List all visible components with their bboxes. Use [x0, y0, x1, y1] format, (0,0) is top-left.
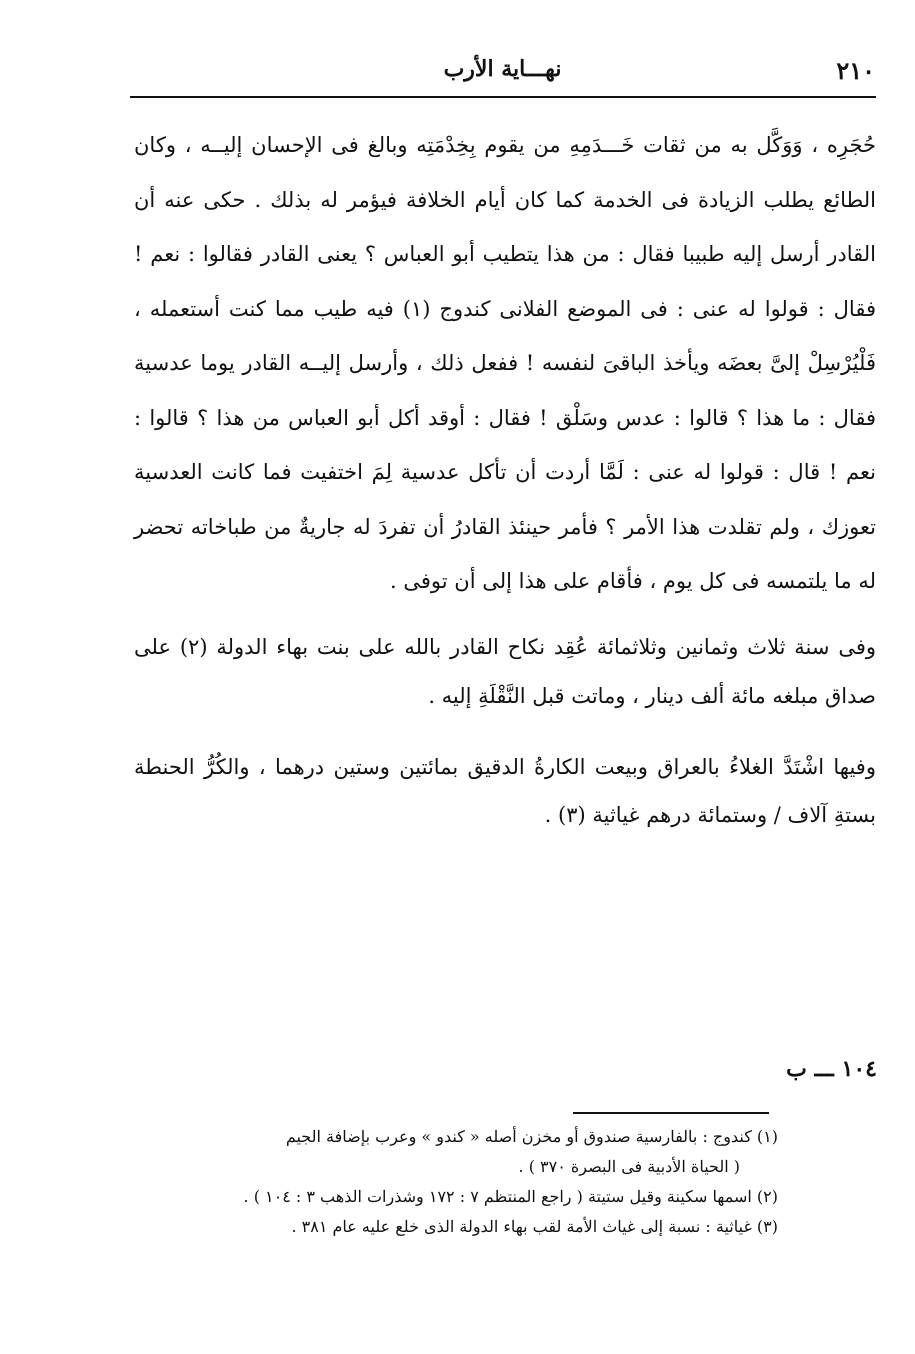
paragraph-main: حُجَرِه ، وَوَكَّل به من ثقات خَـــدَمِهِ من يقوم بِخِدْمَتِه وبالغ فى الإحسان إليــه ، وكان الطائع يطلب الزيادة فى الخدمة كما كان أيام الخلافة فيؤمر له بذلك . حكى عنه أن القادر أرسل إليه طبيبا فقال : من هذا يتطيب أبو العباس ؟ يعنى القادر فقالوا : نعم ! فقال : قولوا له عنى : فى الموضع الفلانى كندوج (١) فيه طيب مما كنت أستعمله ، فَلْيُرْسِلْ إلىَّ بعضَه ويأخذ الباقىَ لنفسه ! ففعل ذلك ، وأرسل إليــه القادر يوما عدسية فقال : ما هذا ؟ قالوا : عدس وسَلْق ! فقال : أوقد أكل أبو العباس من هذا ؟ قالوا : نعم ! قال : قولوا له عنى : لَمَّا أردت أن تأكل عدسية لِمَ اختفيت فما كانت العدسية تعوزك ، ولم تقلدت هذا الأمر ؟ فأمر حينئذ القادرُ أن تفردَ له جاريةٌ من طباخاته تحضر له ما يلتمسه فى كل يوم ، فأقام على هذا إلى أن توفى .: [134, 133, 876, 593]
footnote-2: (٢) اسمها سكينة وقيل ستيتة ( راجع المنتظم ٧ : ١٧٢ وشذرات الذهب ٣ : ١٠٤ ) .: [243, 1187, 778, 1206]
footnote-1-continuation: ( الحياة الأدبية فى البصرة ٣٧٠ ) .: [518, 1157, 740, 1176]
page-header: [130, 52, 875, 96]
footnote-rule: [573, 1112, 769, 1114]
page-number: ٢١٠: [836, 56, 875, 85]
footnotes: [118, 1122, 778, 1242]
running-title: نهـــاية الأرب: [443, 56, 562, 82]
header-rule: [130, 96, 876, 98]
manuscript-folio-note: ١٠٤ ـــ ب: [786, 1056, 877, 1082]
footnote-3: (٣) غياثية : نسبة إلى غياث الأمة لقب بهاء الدولة الذى خلع عليه عام ٣٨١ .: [291, 1217, 778, 1236]
body-text: [134, 118, 876, 839]
paragraph-marriage: وفى سنة ثلاث وثمانين وثلاثمائة عُقِد نكاح القادر بالله على بنت بهاء الدولة (٢) على صداق مبلغه مائة ألف دينار ، وماتت قبل النَّقْلَةِ إليه .: [134, 634, 877, 708]
footnote-1: (١) كندوج : بالفارسية صندوق أو مخزن أصله « كندو » وعرب بإضافة الجيم: [285, 1127, 778, 1146]
paragraph-famine: وفيها اشْتَدَّ الغلاءُ بالعراق وبيعت الكارةُ الدقيق بمائتين وستين درهما ، والكُرُّ الحنطة بستةِ آلاف / وستمائة درهم غياثية (٣) .: [134, 754, 876, 827]
